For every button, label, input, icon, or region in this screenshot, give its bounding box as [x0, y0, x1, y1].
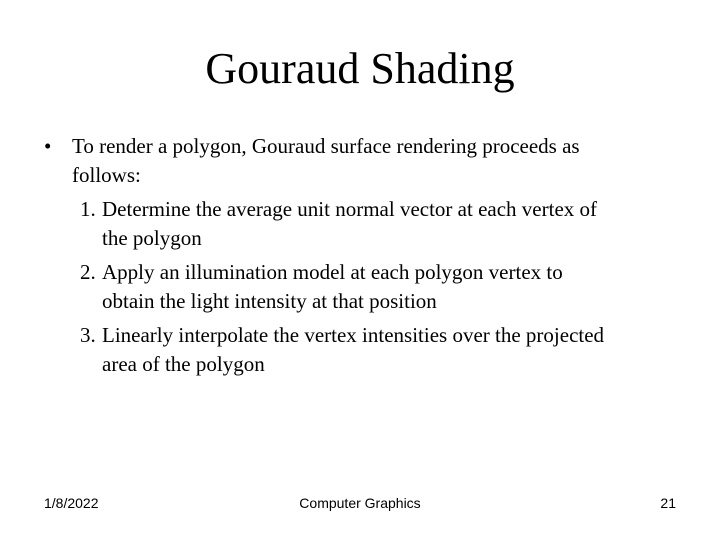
bullet-icon: • [44, 134, 52, 158]
step-number: 2. [80, 260, 96, 284]
step-text-line-1: Determine the average unit normal vector at each vertex of [102, 197, 598, 221]
slide-title: Gouraud Shading [205, 44, 515, 93]
step-text-line-2: the polygon [102, 226, 202, 250]
step-text-line-1: Linearly interpolate the vertex intensities over the projected [102, 323, 605, 347]
bullet-text-line-1: To render a polygon, Gouraud surface rendering proceeds as [72, 134, 580, 158]
footer-page-number: 21 [660, 495, 676, 511]
bullet-text-line-2: follows: [72, 163, 141, 187]
step-text-line-2: area of the polygon [102, 352, 265, 376]
step-number: 3. [80, 323, 96, 347]
step-number: 1. [80, 197, 96, 221]
footer-title: Computer Graphics [299, 495, 421, 511]
step-text-line-2: obtain the light intensity at that position [102, 289, 437, 313]
footer-date: 1/8/2022 [44, 495, 99, 511]
step-text-line-1: Apply an illumination model at each polygon vertex to [102, 260, 563, 284]
